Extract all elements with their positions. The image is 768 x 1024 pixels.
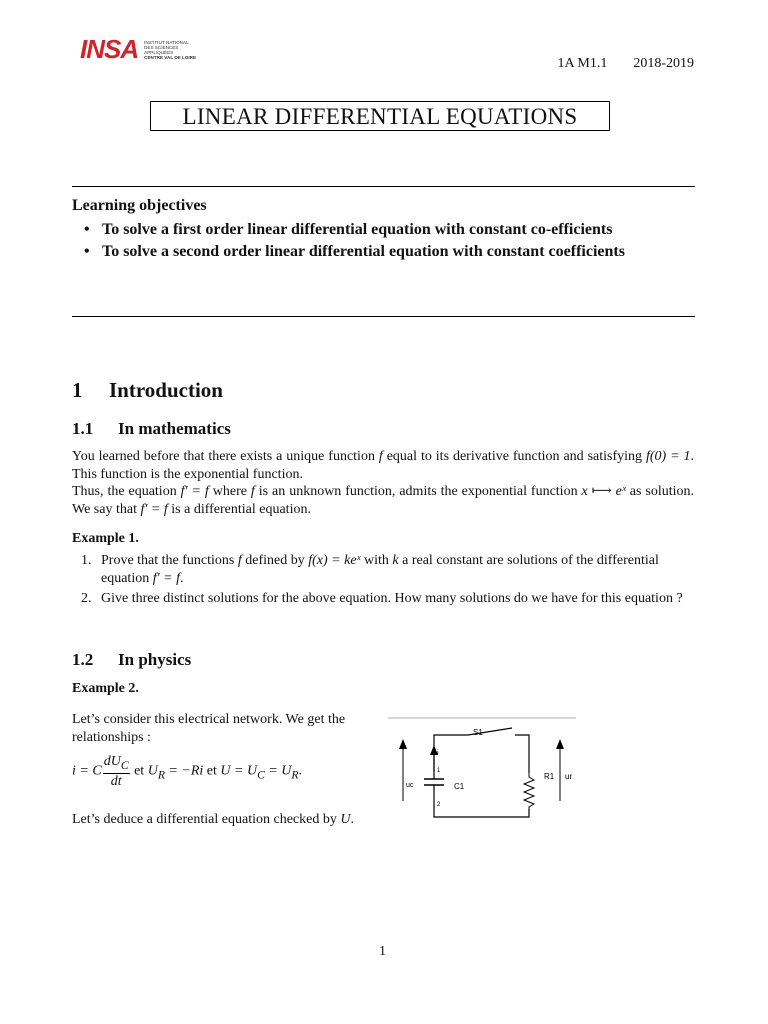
capacitor-label: C1 [454,782,465,791]
page-number: 1 [379,944,386,959]
logo-line: CENTRE VAL DE LOIRE [144,54,197,60]
objective-item [72,219,696,240]
bullet-icon: • [84,221,90,238]
wire [515,735,529,773]
subsection-title: In physics [118,650,192,669]
wire [434,785,529,817]
list-item: 1. Prove that the functions f defined by f(x) = keˣ with k a real constant are solutions of the differential equation f′ = f. [81,553,659,586]
logo-line: INSTITUT NATIONAL [144,39,189,45]
paragraph: Let’s consider this electrical network. We get the relationships : [72,712,346,745]
arrowhead-icon [556,739,564,749]
section-number: 1 [72,378,83,402]
academic-year: 2018-2019 [633,56,694,71]
example-heading: Example 1. [72,531,139,546]
resistor-label: R1 [544,772,555,781]
objective-text: To solve a second order linear differential equation with constant coefficients [102,243,625,260]
switch-label: S1 [473,728,483,737]
paragraph: You learned before that there exists a unique function f equal to its derivative function and satisfying f(0) = 1. This function is the exponential function. Thus, the equation f′ = f where f is an unknown function, admits the exponential function x ⟼ eˣ as solution. We say that f′ = f is a differential equation. [72,449,695,517]
fraction: $\frac{dU_C}{dt}$ [103,754,129,789]
institution-logo [80,34,196,65]
arrowhead-icon [399,739,407,749]
node-label: 2 [437,802,441,808]
subsection-heading [72,419,231,439]
voltage-label: uc [406,782,414,789]
node-label: 1 [437,768,441,774]
logo-subtitle [144,40,196,60]
header-meta [558,56,694,72]
objective-text: To solve a first order linear differential equation with constant co-efficients [102,221,613,238]
list-item: 2. Give three distinct solutions for the above equation. How many solutions do we have for this equation ? [81,591,683,606]
subsection-heading [72,650,191,670]
logo-line: DES SCIENCES [144,44,179,50]
subsection-number: 1.1 [72,419,94,438]
section-heading [72,378,223,403]
bullet-icon: • [84,243,90,260]
voltage-label: ur [565,772,573,781]
equation-line: i = C $\frac{dU_C}{dt}$ et $U_R = -Ri$ et $U = U_C = U_R$. [72,754,303,789]
objectives-list [72,219,696,263]
logo-line: APPLIQUÉES [144,49,174,55]
example-heading: Example 2. [72,681,139,696]
subsection-number: 1.2 [72,650,94,669]
objectives-heading: Learning objectives [72,197,207,214]
objective-item [72,241,696,262]
resistor-symbol [524,773,534,809]
course-code: 1A M1.1 [557,56,608,71]
current-label: i [437,750,439,757]
example-list [72,552,694,611]
circuit-diagram [388,715,578,827]
divider [72,186,695,187]
document-title: LINEAR DIFFERENTIAL EQUATIONS [150,101,610,131]
section-title: Introduction [109,378,223,402]
paragraph: Let’s deduce a differential equation checked by U. [72,812,354,827]
logo-wordmark: INSA [80,34,139,64]
wire [434,735,468,771]
subsection-title: In mathematics [118,419,231,438]
divider [72,316,695,317]
